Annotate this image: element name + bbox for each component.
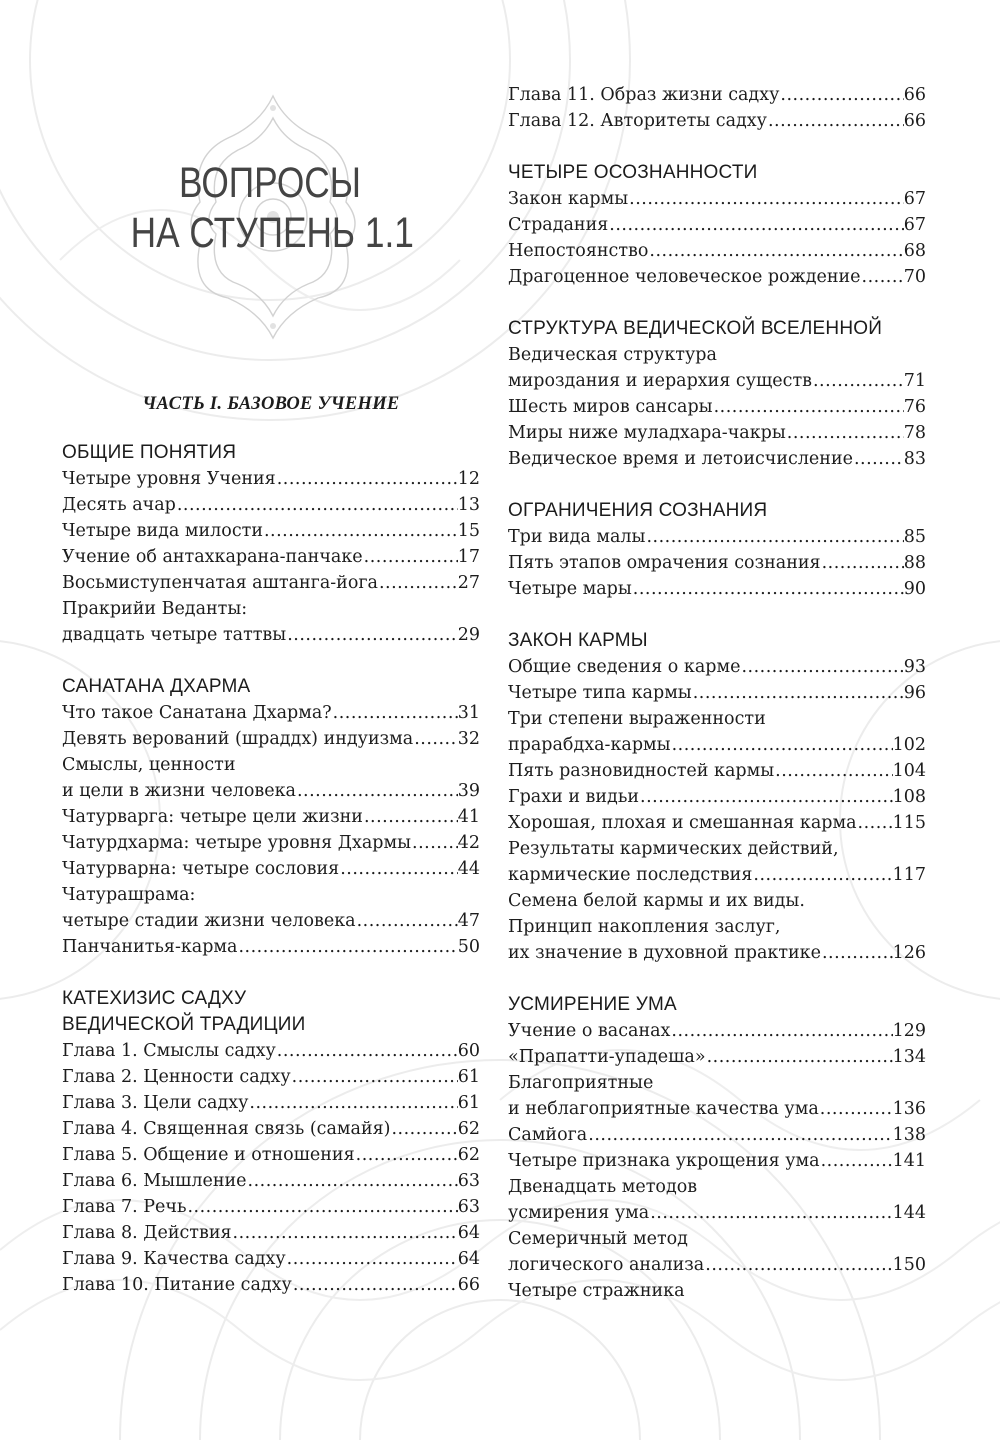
toc-entry[interactable] — [62, 726, 480, 752]
toc-entry-page: 76 — [903, 397, 926, 417]
part-heading: ЧАСТЬ I. БАЗОВОЕ УЧЕНИЕ — [142, 394, 400, 414]
toc-entry-title: Глава 11. Образ жизни садху — [508, 85, 780, 105]
dot-leader — [767, 108, 904, 134]
toc-entry[interactable] — [508, 680, 926, 706]
toc-entry-title: «Прапатти-упадеша» — [508, 1047, 706, 1067]
toc-entry-line[interactable]: Ведическая структура — [508, 345, 717, 365]
toc-entry-page: 29 — [457, 625, 480, 645]
toc-entry[interactable] — [508, 784, 926, 810]
toc-entry-page: 62 — [457, 1145, 480, 1165]
toc-entry[interactable] — [508, 368, 926, 394]
dot-leader — [176, 492, 458, 518]
dot-leader — [692, 680, 904, 706]
toc-entry-line[interactable]: Пракрийи Веданты: — [62, 599, 248, 619]
toc-entry-title: Учение о васанах — [508, 1021, 671, 1041]
dot-leader — [263, 518, 458, 544]
toc-entry-page: 71 — [903, 371, 926, 391]
section-title: САНАТАНА ДХАРМА — [62, 676, 251, 697]
toc-entry[interactable] — [62, 544, 480, 570]
dot-leader — [786, 420, 904, 446]
toc-entry[interactable] — [62, 1220, 480, 1246]
dot-leader — [378, 570, 458, 596]
toc-entry-page: 13 — [457, 495, 480, 515]
document-title — [130, 158, 414, 258]
toc-entry-title: Миры ниже муладхара-чакры — [508, 423, 786, 443]
toc-entry-page: 31 — [457, 703, 480, 723]
section-title: ЧЕТЫРЕ ОСОЗНАННОСТИ — [508, 162, 758, 183]
toc-column-right — [508, 82, 926, 1304]
toc-entry-title: Чатурварна: четыре сословия — [62, 859, 340, 879]
dot-leader — [587, 1122, 892, 1148]
toc-entry-title: Четыре вида милости — [62, 521, 263, 541]
toc-entry-page: 62 — [457, 1119, 480, 1139]
toc-entry-page: 66 — [903, 111, 926, 131]
toc-entry[interactable] — [508, 1252, 926, 1278]
toc-entry[interactable] — [508, 186, 926, 212]
toc-entry-page: 44 — [457, 859, 480, 879]
toc-entry-page: 15 — [457, 521, 480, 541]
toc-entry[interactable] — [508, 654, 926, 680]
toc-entry[interactable] — [62, 1272, 480, 1298]
toc-section — [508, 160, 926, 290]
dot-leader — [248, 1090, 457, 1116]
dot-leader — [812, 368, 904, 394]
toc-entry-title: Десять ачар — [62, 495, 176, 515]
dot-leader — [232, 1220, 458, 1246]
dot-leader — [292, 1272, 458, 1298]
section-title: ВЕДИЧЕСКОЙ ТРАДИЦИИ — [62, 1014, 306, 1035]
dot-leader — [632, 576, 904, 602]
toc-entry-page: 12 — [457, 469, 480, 489]
toc-entry[interactable] — [62, 700, 480, 726]
toc-entry[interactable] — [62, 570, 480, 596]
toc-entry-page: 41 — [457, 807, 480, 827]
toc-entry-title: Непостоянство — [508, 241, 649, 261]
toc-entry-title: Девять верований (шраддх) индуизма — [62, 729, 414, 749]
toc-entry[interactable] — [62, 830, 480, 856]
toc-entry-title: Пять этапов омрачения сознания — [508, 553, 821, 573]
toc-entry[interactable] — [508, 1122, 926, 1148]
toc-entry-page: 108 — [892, 787, 926, 807]
toc-section — [508, 316, 926, 472]
toc-entry-page: 61 — [457, 1093, 480, 1113]
toc-entry-line[interactable]: Четыре стражника — [508, 1281, 685, 1301]
section-title: ЗАКОН КАРМЫ — [508, 630, 648, 651]
toc-entry-title: Что такое Санатана Дхарма? — [62, 703, 332, 723]
toc-entry-page: 115 — [892, 813, 926, 833]
toc-entry-title: кармические последствия — [508, 865, 753, 885]
toc-entry-page: 117 — [892, 865, 926, 885]
toc-entry-page: 64 — [457, 1223, 480, 1243]
toc-entry-title: Драгоценное человеческое рождение — [508, 267, 861, 287]
toc-section — [508, 82, 926, 134]
toc-entry-page: 67 — [903, 189, 926, 209]
toc-entry-title: двадцать четыре таттвы — [62, 625, 287, 645]
section-title: ОГРАНИЧЕНИЯ СОЗНАНИЯ — [508, 500, 768, 521]
toc-entry-line[interactable]: Благоприятные — [508, 1073, 654, 1093]
toc-entry[interactable] — [62, 1038, 480, 1064]
dot-leader — [356, 908, 458, 934]
toc-entry-title: четыре стадии жизни человека — [62, 911, 356, 931]
toc-entry[interactable] — [62, 466, 480, 492]
toc-entry-title: и неблагоприятные качества ума — [508, 1099, 819, 1119]
toc-entry-page: 150 — [892, 1255, 926, 1275]
toc-entry-page: 85 — [903, 527, 926, 547]
dot-leader — [740, 654, 903, 680]
toc-entry-title: Глава 3. Цели садху — [62, 1093, 249, 1113]
toc-entry-page: 90 — [903, 579, 926, 599]
toc-entry-page: 66 — [457, 1275, 480, 1295]
section-title: УСМИРЕНИЕ УМА — [508, 994, 677, 1015]
toc-entry[interactable] — [62, 856, 480, 882]
toc-entry[interactable] — [508, 264, 926, 290]
toc-entry[interactable] — [62, 778, 480, 804]
dot-leader — [645, 524, 903, 550]
dot-leader — [853, 446, 904, 472]
toc-entry[interactable] — [508, 732, 926, 758]
toc-entry-page: 70 — [903, 267, 926, 287]
toc-entry-title: Самйога — [508, 1125, 588, 1145]
toc-entry-page: 39 — [457, 781, 480, 801]
toc-entry[interactable] — [62, 622, 480, 648]
toc-entry-page: 47 — [457, 911, 480, 931]
dot-leader — [291, 1064, 458, 1090]
toc-entry-title: Учение об антахкарана-панчаке — [62, 547, 363, 567]
dot-leader — [355, 1142, 458, 1168]
dot-leader — [237, 934, 457, 960]
toc-entry-title: прарабдха-кармы — [508, 735, 671, 755]
toc-entry[interactable] — [508, 1044, 926, 1070]
toc-entry[interactable] — [508, 446, 926, 472]
toc-entry-line[interactable]: Семена белой кармы и их виды. — [508, 891, 805, 911]
toc-entry-line[interactable]: Двенадцать методов — [508, 1177, 698, 1197]
toc-entry-line[interactable]: Три степени выраженности — [508, 709, 766, 729]
toc-entry[interactable] — [62, 1194, 480, 1220]
toc-entry-page: 136 — [892, 1099, 926, 1119]
document-title-line-1: ВОПРОСЫ — [179, 159, 361, 207]
dot-leader — [821, 550, 904, 576]
toc-entry-page: 27 — [457, 573, 480, 593]
toc-entry[interactable] — [508, 108, 926, 134]
toc-entry[interactable] — [62, 908, 480, 934]
toc-entry[interactable] — [508, 810, 926, 836]
toc-entry-title: Глава 12. Авторитеты садху — [508, 111, 767, 131]
toc-entry-title: Глава 10. Питание садху — [62, 1275, 292, 1295]
toc-entry-page: 50 — [457, 937, 480, 957]
toc-entry-page: 17 — [457, 547, 480, 567]
toc-entry-line[interactable]: Чатурашрама: — [62, 885, 196, 905]
dot-leader — [820, 1148, 893, 1174]
toc-entry-title: Четыре типа кармы — [508, 683, 692, 703]
toc-entry-title: Три вида малы — [508, 527, 646, 547]
toc-entry-page: 88 — [903, 553, 926, 573]
toc-entry-page: 61 — [457, 1067, 480, 1087]
toc-section — [508, 992, 926, 1304]
toc-entry-page: 66 — [903, 85, 926, 105]
dot-leader — [713, 394, 904, 420]
toc-entry[interactable] — [508, 394, 926, 420]
toc-entry[interactable] — [62, 1064, 480, 1090]
toc-entry[interactable] — [508, 524, 926, 550]
section-title: ОБЩИЕ ПОНЯТИЯ — [62, 442, 237, 463]
dot-leader — [648, 238, 903, 264]
dot-leader — [752, 862, 892, 888]
toc-entry[interactable] — [62, 1168, 480, 1194]
toc-entry-line[interactable]: Результаты кармических действий, — [508, 839, 839, 859]
toc-entry-page: 134 — [892, 1047, 926, 1067]
toc-entry-page: 67 — [903, 215, 926, 235]
toc-entry-page: 102 — [892, 735, 926, 755]
toc-entry[interactable] — [62, 1246, 480, 1272]
dot-leader — [286, 1246, 458, 1272]
toc-section — [508, 498, 926, 602]
dot-leader — [286, 622, 458, 648]
dot-leader — [276, 1038, 458, 1064]
toc-entry-page: 126 — [892, 943, 926, 963]
toc-entry[interactable] — [508, 420, 926, 446]
toc-entry-title: Глава 1. Смыслы садху — [62, 1041, 276, 1061]
toc-entry[interactable] — [62, 1116, 480, 1142]
toc-entry-title: Глава 4. Священная связь (самайя) — [62, 1119, 391, 1139]
toc-entry[interactable] — [508, 82, 926, 108]
dot-leader — [608, 212, 903, 238]
toc-entry-page: 144 — [892, 1203, 926, 1223]
dot-leader — [774, 758, 892, 784]
toc-entry-title: Закон кармы — [508, 189, 629, 209]
dot-leader — [413, 726, 457, 752]
toc-entry-line[interactable]: Семеричный метод — [508, 1229, 688, 1249]
toc-entry-page: 141 — [892, 1151, 926, 1171]
toc-section — [62, 674, 480, 960]
toc-entry-title: Шесть миров сансары — [508, 397, 713, 417]
toc-entry-title: Хорошая, плохая и смешанная карма — [508, 813, 857, 833]
toc-entry-title: Грахи и видьи — [508, 787, 640, 807]
toc-column-left — [62, 440, 480, 1298]
dot-leader — [339, 856, 458, 882]
toc-entry[interactable] — [62, 1142, 480, 1168]
toc-entry-page: 63 — [457, 1197, 480, 1217]
dot-leader — [276, 466, 458, 492]
toc-entry[interactable] — [508, 758, 926, 784]
toc-entry-page: 60 — [457, 1041, 480, 1061]
toc-entry[interactable] — [508, 212, 926, 238]
toc-entry-page: 129 — [892, 1021, 926, 1041]
toc-section — [62, 986, 480, 1298]
dot-leader — [390, 1116, 457, 1142]
toc-entry-title: Четыре признака укрощения ума — [508, 1151, 820, 1171]
toc-entry-page: 32 — [457, 729, 480, 749]
toc-entry-title: мироздания и иерархия существ — [508, 371, 812, 391]
toc-entry[interactable] — [62, 804, 480, 830]
dot-leader — [639, 784, 893, 810]
toc-entry-page: 68 — [903, 241, 926, 261]
toc-entry-title: их значение в духовной практике — [508, 943, 821, 963]
toc-entry[interactable] — [62, 518, 480, 544]
toc-entry-title: Глава 7. Речь — [62, 1197, 187, 1217]
toc-entry[interactable] — [508, 1018, 926, 1044]
toc-entry-page: 93 — [903, 657, 926, 677]
toc-entry-title: Страдания — [508, 215, 609, 235]
dot-leader — [186, 1194, 457, 1220]
toc-entry-line[interactable]: Смыслы, ценности — [62, 755, 236, 775]
dot-leader — [857, 810, 893, 836]
toc-entry-title: Глава 6. Мышление — [62, 1171, 247, 1191]
dot-leader — [332, 700, 458, 726]
toc-entry[interactable] — [508, 1200, 926, 1226]
toc-entry[interactable] — [508, 550, 926, 576]
dot-leader — [819, 1096, 893, 1122]
toc-entry-title: Глава 2. Ценности садху — [62, 1067, 291, 1087]
toc-entry-line[interactable]: Принцип накопления заслуг, — [508, 917, 781, 937]
toc-entry-title: логического анализа — [508, 1255, 705, 1275]
dot-leader — [363, 544, 458, 570]
toc-entry-page: 42 — [457, 833, 480, 853]
toc-entry[interactable] — [508, 238, 926, 264]
toc-entry-page: 64 — [457, 1249, 480, 1269]
document-title-line-2: НА СТУПЕНЬ 1.1 — [130, 209, 414, 257]
toc-entry-title: Чатурдхарма: четыре уровня Дхармы — [62, 833, 412, 853]
toc-entry-page: 78 — [903, 423, 926, 443]
toc-entry-title: Глава 8. Действия — [62, 1223, 232, 1243]
dot-leader — [704, 1252, 892, 1278]
toc-entry-title: усмирения ума — [508, 1203, 650, 1223]
toc-entry[interactable] — [508, 576, 926, 602]
dot-leader — [363, 804, 458, 830]
toc-entry-page: 96 — [903, 683, 926, 703]
toc-entry-title: Глава 9. Качества садху — [62, 1249, 286, 1269]
dot-leader — [779, 82, 903, 108]
toc-entry-title: и цели в жизни человека — [62, 781, 296, 801]
dot-leader — [649, 1200, 892, 1226]
toc-entry-page: 63 — [457, 1171, 480, 1191]
dot-leader — [296, 778, 458, 804]
toc-entry[interactable] — [62, 1090, 480, 1116]
toc-entry-title: Четыре мары — [508, 579, 632, 599]
toc-entry[interactable] — [62, 492, 480, 518]
toc-entry-title: Пять разновидностей кармы — [508, 761, 775, 781]
dot-leader — [247, 1168, 458, 1194]
dot-leader — [411, 830, 458, 856]
dot-leader — [670, 1018, 892, 1044]
toc-entry-title: Чатурварга: четыре цели жизни — [62, 807, 363, 827]
toc-section — [508, 628, 926, 966]
section-title: КАТЕХИЗИС САДХУ — [62, 988, 247, 1009]
toc-section — [62, 440, 480, 648]
dot-leader — [671, 732, 893, 758]
toc-entry-title: Ведическое время и летоисчисление — [508, 449, 853, 469]
toc-entry-title: Панчанитья-карма — [62, 937, 238, 957]
toc-entry[interactable] — [508, 1096, 926, 1122]
dot-leader — [861, 264, 904, 290]
dot-leader — [706, 1044, 893, 1070]
section-title: СТРУКТУРА ВЕДИЧЕСКОЙ ВСЕЛЕННОЙ — [508, 318, 883, 339]
toc-entry[interactable] — [508, 1148, 926, 1174]
toc-entry-page: 138 — [892, 1125, 926, 1145]
toc-entry[interactable] — [62, 934, 480, 960]
toc-entry-page: 104 — [892, 761, 926, 781]
toc-entry-title: Общие сведения о карме — [508, 657, 741, 677]
toc-entry-title: Четыре уровня Учения — [62, 469, 276, 489]
toc-entry-title: Глава 5. Общение и отношения — [62, 1145, 355, 1165]
toc-entry-title: Восьмиступенчатая аштанга-йога — [62, 573, 378, 593]
toc-entry-page: 83 — [903, 449, 926, 469]
dot-leader — [821, 940, 893, 966]
toc-entry[interactable] — [508, 862, 926, 888]
dot-leader — [628, 186, 904, 212]
toc-entry[interactable] — [508, 940, 926, 966]
